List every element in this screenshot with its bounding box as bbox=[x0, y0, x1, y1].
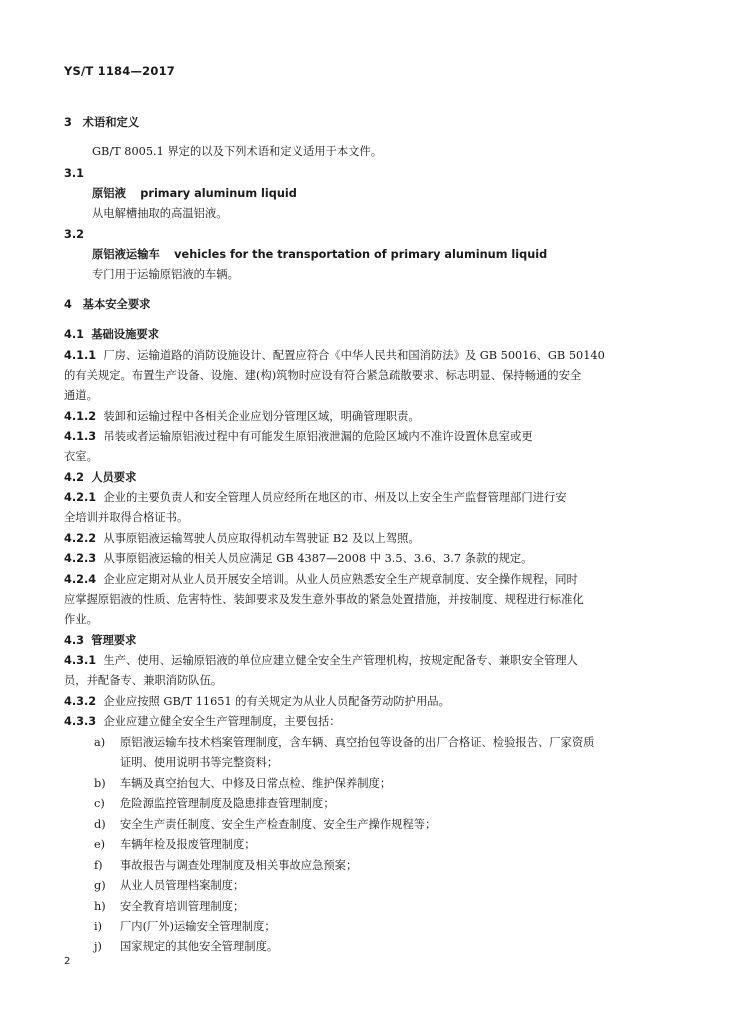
list-item-b: 车辆及真空抬包大、中修及日常点检、维护保养制度； bbox=[120, 777, 392, 790]
clause-4-2-4-line1: 4.2.4 企业应定期对从业人员开展安全培训。从业人员应熟悉安全生产规章制度、安全操作规程，同时 bbox=[64, 573, 578, 586]
clause-4-2-2: 4.2.2 从事原铝液运输驾驶人员应取得机动车驾驶证 B2 及以上驾照。 bbox=[64, 532, 420, 545]
subsection-4-1-heading: 4.1 基础设施要求 bbox=[64, 328, 159, 341]
document-code: YS/T 1184—2017 bbox=[64, 64, 175, 78]
clause-4-1-1-line3: 通道。 bbox=[64, 389, 98, 402]
clause-4-3-3: 4.3.3 企业应建立健全安全生产管理制度，主要包括： bbox=[64, 715, 341, 728]
clause-4-2-1-line1: 4.2.1 企业的主要负责人和安全管理人员应经所在地区的市、州及以上安全生产监督管理部门进行安 bbox=[64, 491, 567, 504]
clause-4-1-1-line1: 4.1.1 厂房、运输道路的消防设施设计、配置应符合《中华人民共和国消防法》及 GB 50016、GB 50140 bbox=[64, 349, 605, 362]
list-item-j-label: j) bbox=[94, 940, 102, 953]
term-3-2-number: 3.2 bbox=[64, 228, 85, 241]
clause-4-3-1-line1: 4.3.1 生产、使用、运输原铝液的单位应建立健全安全生产管理机构，按规定配备专、兼职安全管理人 bbox=[64, 654, 578, 667]
list-item-c-label: c) bbox=[94, 797, 105, 810]
section-3-heading: 3 术语和定义 bbox=[64, 116, 140, 129]
list-item-e: 车辆年检及报废管理制度； bbox=[120, 838, 256, 851]
clause-4-1-1-line2: 的有关规定。布置生产设备、设施、建(构)筑物时应设有符合紧急疏散要求、标志明显、保持畅通的安全 bbox=[64, 369, 582, 382]
clause-4-3-2: 4.3.2 企业应按照 GB/T 11651 的有关规定为从业人员配备劳动防护用品。 bbox=[64, 695, 450, 708]
list-item-a-label: a) bbox=[94, 736, 106, 749]
subsection-4-3-heading: 4.3 管理要求 bbox=[64, 634, 137, 647]
list-item-g-label: g) bbox=[94, 879, 106, 892]
list-item-h: 安全教育培训管理制度； bbox=[120, 900, 245, 913]
list-item-f-label: f) bbox=[94, 859, 103, 872]
clause-4-2-1-line2: 全培训并取得合格证书。 bbox=[64, 511, 189, 524]
clause-4-2-4-line3: 作业。 bbox=[64, 613, 98, 626]
term-3-1-definition: 从电解槽抽取的高温铝液。 bbox=[92, 207, 228, 220]
subsection-4-2-heading: 4.2 人员要求 bbox=[64, 471, 137, 484]
list-item-c: 危险源监控管理制度及隐患排查管理制度； bbox=[120, 797, 335, 810]
term-3-1-number: 3.1 bbox=[64, 167, 85, 180]
page-number: 2 bbox=[64, 956, 71, 967]
term-3-1-name: 原铝液 primary aluminum liquid bbox=[92, 187, 297, 200]
term-3-2-name: 原铝液运输车 vehicles for the transportation of primary aluminum liquid bbox=[92, 248, 548, 261]
list-item-d: 安全生产责任制度、安全生产检查制度、安全生产操作规程等； bbox=[120, 818, 437, 831]
clause-4-1-2: 4.1.2 装卸和运输过程中各相关企业应划分管理区域，明确管理职责。 bbox=[64, 410, 420, 423]
section-3-intro: GB/T 8005.1 界定的以及下列术语和定义适用于本文件。 bbox=[92, 145, 383, 158]
term-3-2-definition: 专门用于运输原铝液的车辆。 bbox=[92, 268, 239, 281]
section-4-heading: 4 基本安全要求 bbox=[64, 298, 151, 311]
clause-4-1-3-line2: 衣室。 bbox=[64, 450, 98, 463]
list-item-d-label: d) bbox=[94, 818, 106, 831]
list-item-b-label: b) bbox=[94, 777, 106, 790]
clause-4-2-4-line2: 应掌握原铝液的性质、危害特性、装卸要求及发生意外事故的紧急处置措施，并按制度、规程进行标准化 bbox=[64, 593, 584, 606]
list-item-i: 厂内(厂外)运输安全管理制度； bbox=[120, 920, 276, 933]
clause-4-1-3-line1: 4.1.3 吊装或者运输原铝液过程中有可能发生原铝液泄漏的危险区域内不准许设置休息室或更 bbox=[64, 430, 533, 443]
list-item-i-label: i) bbox=[94, 920, 103, 933]
list-item-a-line2: 证明、使用说明书等完整资料； bbox=[120, 756, 279, 769]
clause-4-3-1-line2: 员，并配备专、兼职消防队伍。 bbox=[64, 674, 223, 687]
list-item-a-line1: 原铝液运输车技术档案管理制度，含车辆、真空抬包等设备的出厂合格证、检验报告、厂家资质 bbox=[120, 736, 595, 749]
list-item-j: 国家规定的其他安全管理制度。 bbox=[120, 940, 279, 953]
list-item-f: 事故报告与调查处理制度及相关事故应急预案； bbox=[120, 859, 358, 872]
list-item-g: 从业人员管理档案制度； bbox=[120, 879, 245, 892]
clause-4-2-3: 4.2.3 从事原铝液运输的相关人员应满足 GB 4387—2008 中 3.5、3.6、3.7 条款的规定。 bbox=[64, 552, 533, 565]
list-item-e-label: e) bbox=[94, 838, 106, 851]
list-item-h-label: h) bbox=[94, 900, 106, 913]
